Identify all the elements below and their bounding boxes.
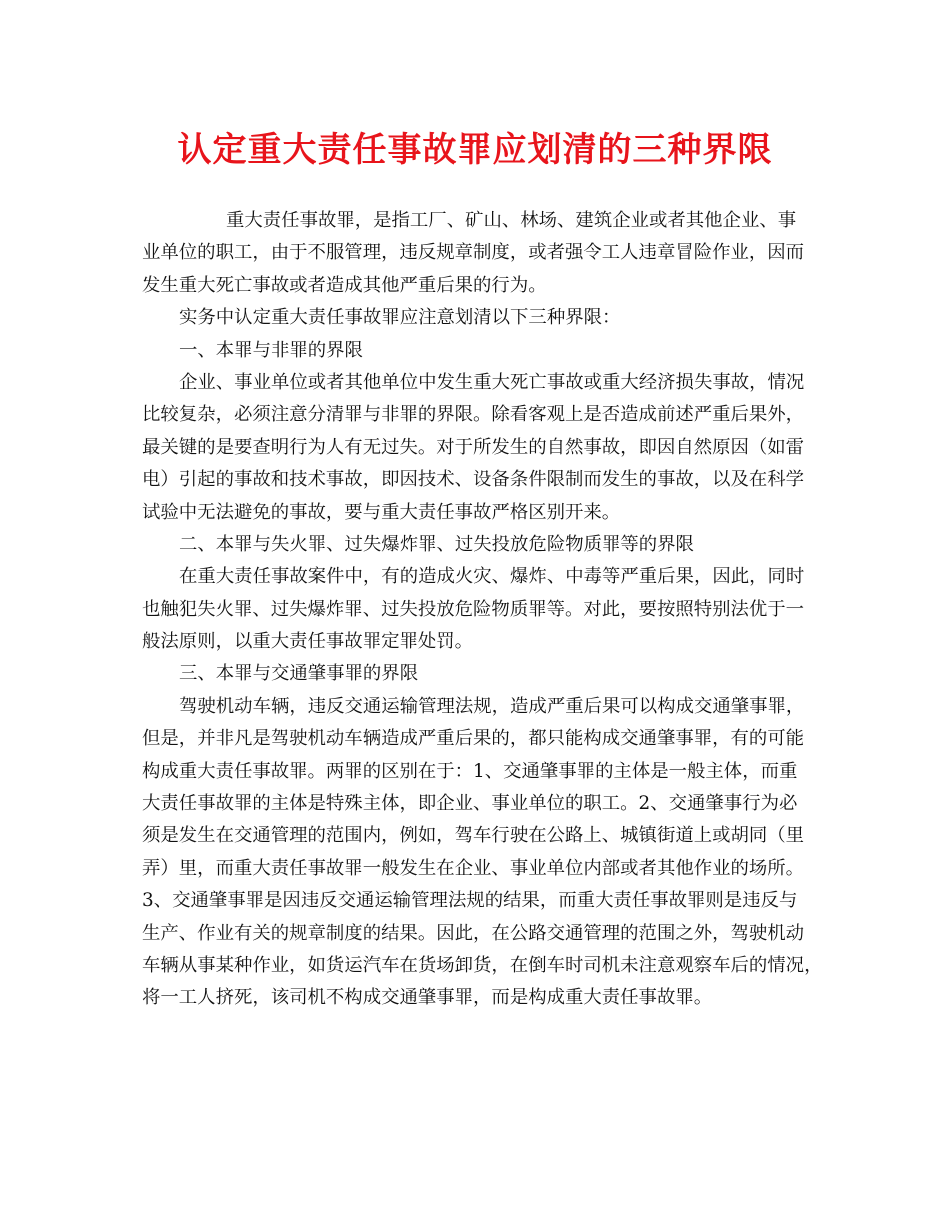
- paragraph-line: 须是发生在交通管理的范围内，例如，驾车行驶在公路上、城镇街道上或胡同（里: [142, 825, 805, 847]
- paragraph-line: 但是，并非凡是驾驶机动车辆造成严重后果的，都只能构成交通肇事罪，有的可能: [142, 728, 805, 750]
- paragraph-line: 电）引起的事故和技术事故，即因技术、设备条件限制而发生的事故，以及在科学: [142, 469, 805, 491]
- paragraph-line: 车辆从事某种作业，如货运汽车在货场卸货，在倒车时司机未注意观察车后的情况，: [142, 954, 823, 976]
- paragraph-line: 构成重大责任事故罪。两罪的区别在于：1、交通肇事罪的主体是一般主体，而重: [142, 760, 798, 782]
- section-heading: 三、本罪与交通肇事罪的界限: [179, 663, 419, 685]
- paragraph-line: 最关键的是要查明行为人有无过失。对于所发生的自然事故，即因自然原因（如雷: [142, 436, 805, 458]
- paragraph-line: 驾驶机动车辆，违反交通运输管理法规，造成严重后果可以构成交通肇事罪，: [179, 695, 805, 717]
- section-heading: 二、本罪与失火罪、过失爆炸罪、过失投放危险物质罪等的界限: [179, 533, 694, 555]
- paragraph-line: 也触犯失火罪、过失爆炸罪、过失投放危险物质罪等。对此，要按照特别法优于一: [142, 598, 805, 620]
- paragraph-line: 比较复杂，必须注意分清罪与非罪的界限。除看客观上是否造成前述严重后果外，: [142, 404, 805, 426]
- paragraph-line: 在重大责任事故案件中，有的造成火灾、爆炸、中毒等严重后果，因此，同时: [179, 566, 805, 588]
- paragraph-line: 生产、作业有关的规章制度的结果。因此，在公路交通管理的范围之外，驾驶机动: [142, 922, 805, 944]
- document-body: [142, 205, 823, 1015]
- paragraph-line: 大责任事故罪的主体是特殊主体，即企业、事业单位的职工。2、交通肇事行为必: [142, 793, 798, 815]
- paragraph-line: 企业、事业单位或者其他单位中发生重大死亡事故或重大经济损失事故，情况: [179, 371, 805, 393]
- paragraph-line: 弄）里，而重大责任事故罪一般发生在企业、事业单位内部或者其他作业的场所。: [142, 857, 805, 879]
- paragraph-line: 实务中认定重大责任事故罪应注意划清以下三种界限：: [179, 307, 621, 329]
- paragraph-line: 3、交通肇事罪是因违反交通运输管理法规的结果，而重大责任事故罪则是违反与: [142, 890, 798, 912]
- paragraph-line: 重大责任事故罪，是指工厂、矿山、林场、建筑企业或者其他企业、事: [226, 210, 797, 231]
- section-heading: 一、本罪与非罪的界限: [179, 339, 363, 361]
- paragraph-line: 将一工人挤死，该司机不构成交通肇事罪，而是构成重大责任事故罪。: [142, 987, 713, 1009]
- paragraph-line: 般法原则，以重大责任事故罪定罪处罚。: [142, 631, 474, 653]
- paragraph-line: 发生重大死亡事故或者造成其他严重后果的行为。: [142, 274, 547, 296]
- paragraph-line: 业单位的职工，由于不服管理，违反规章制度，或者强令工人违章冒险作业，因而: [142, 242, 805, 264]
- document-title: 认定重大责任事故罪应划清的三种界限: [177, 130, 773, 170]
- paragraph-line: 试验中无法避免的事故，要与重大责任事故严格区别开来。: [142, 501, 621, 523]
